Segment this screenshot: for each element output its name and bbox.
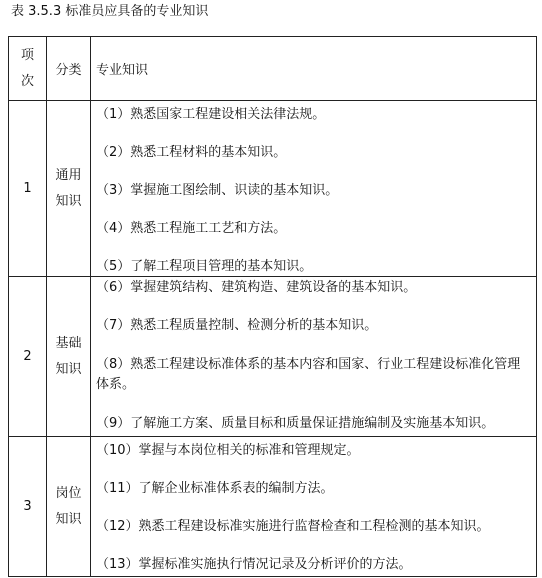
knowledge-item: （12）熟悉工程建设标准实施进行监督检查和工程检测的基本知识。 bbox=[96, 519, 490, 534]
table-caption: 表 3.5.3 标准员应具备的专业知识 bbox=[11, 4, 209, 19]
row-index: 3 bbox=[9, 437, 47, 577]
knowledge-item: （13）掌握标准实施执行情况记录及分析评价的方法。 bbox=[96, 557, 412, 572]
category-line1: 基础 bbox=[55, 335, 82, 351]
category-line2: 知识 bbox=[55, 361, 82, 377]
table-row bbox=[9, 277, 537, 437]
knowledge-table bbox=[8, 36, 537, 577]
header-index-line1: 项 bbox=[20, 47, 34, 63]
category-line1: 通用 bbox=[55, 167, 82, 183]
knowledge-item: （9）了解施工方案、质量目标和质量保证措施编制及实施基本知识。 bbox=[96, 416, 495, 431]
row-category bbox=[47, 437, 91, 577]
header-index bbox=[9, 37, 47, 101]
row-knowledge-items bbox=[91, 277, 537, 437]
row-knowledge-items bbox=[91, 101, 537, 277]
knowledge-item: （8）熟悉工程建设标准体系的基本内容和国家、行业工程建设标准化管理体系。 bbox=[96, 357, 521, 392]
knowledge-item: （6）掌握建筑结构、建筑构造、建筑设备的基本知识。 bbox=[96, 280, 417, 295]
row-category bbox=[47, 277, 91, 437]
row-category bbox=[47, 101, 91, 277]
knowledge-item: （1）熟悉国家工程建设相关法律法规。 bbox=[96, 107, 326, 122]
knowledge-item: （11）了解企业标准体系表的编制方法。 bbox=[96, 481, 334, 496]
table-row bbox=[9, 101, 537, 277]
row-index: 1 bbox=[9, 101, 47, 277]
header-knowledge: 专业知识 bbox=[91, 37, 537, 101]
table-header-row bbox=[9, 37, 537, 101]
category-line2: 知识 bbox=[55, 193, 82, 209]
header-index-line2: 次 bbox=[20, 73, 34, 89]
category-line2: 知识 bbox=[55, 511, 82, 527]
knowledge-item: （4）熟悉工程施工工艺和方法。 bbox=[96, 221, 287, 236]
knowledge-item: （5）了解工程项目管理的基本知识。 bbox=[96, 259, 313, 274]
category-line1: 岗位 bbox=[55, 485, 82, 501]
row-knowledge-items bbox=[91, 437, 537, 577]
knowledge-item: （3）掌握施工图绘制、识读的基本知识。 bbox=[96, 183, 339, 198]
knowledge-item: （10）掌握与本岗位相关的标准和管理规定。 bbox=[96, 443, 360, 458]
row-index: 2 bbox=[9, 277, 47, 437]
header-category: 分类 bbox=[47, 37, 91, 101]
table-row bbox=[9, 437, 537, 577]
knowledge-item: （7）熟悉工程质量控制、检测分析的基本知识。 bbox=[96, 318, 378, 333]
knowledge-item: （2）熟悉工程材料的基本知识。 bbox=[96, 145, 287, 160]
